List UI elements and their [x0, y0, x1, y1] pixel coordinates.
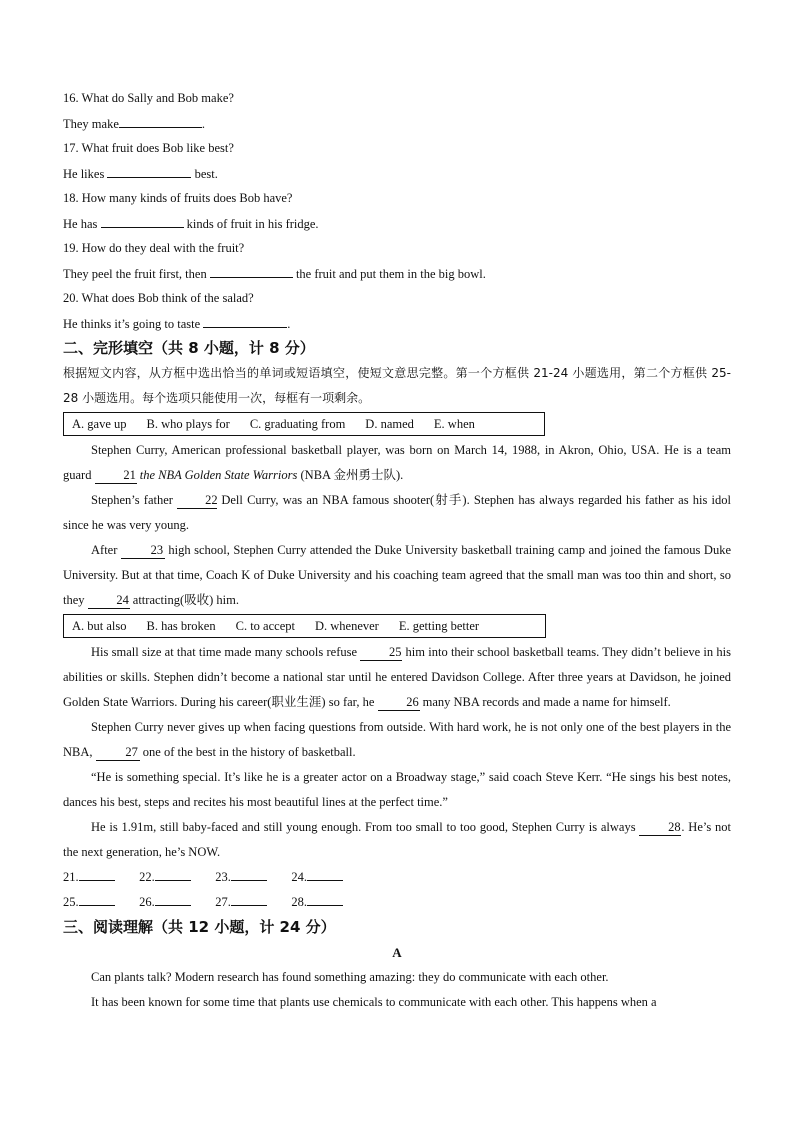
question-19: 19. How do they deal with the fruit? [63, 241, 245, 255]
blank-26[interactable]: 26 [378, 694, 420, 711]
answer-slot-27[interactable]: 27. [215, 890, 288, 915]
blank-27[interactable]: 27 [96, 744, 140, 761]
passage-paragraph-2: Stephen’s father 22 Dell Curry, was an NBA famous shooter(射手). Stephen has always regarded his father as his idol since he was very young. [63, 493, 731, 532]
answer-blank[interactable] [203, 311, 287, 328]
question-18: 18. How many kinds of fruits does Bob have? [63, 191, 293, 205]
answer-slot-22[interactable]: 22. [139, 865, 212, 890]
answer-19: They peel the fruit first, then the fruit and put them in the big bowl. [63, 261, 731, 286]
passage-a-heading: A [392, 945, 402, 960]
answer-blank[interactable] [210, 261, 293, 278]
answer-slot-28[interactable]: 28. [291, 890, 364, 915]
answer-20: He thinks it’s going to taste . [63, 311, 731, 336]
blank-21[interactable]: 21 [95, 467, 137, 484]
short-answer-questions [63, 86, 731, 336]
answer-16: They make . [63, 111, 731, 136]
answer-slot-23[interactable]: 23. [215, 865, 288, 890]
answer-slot-24[interactable]: 24. [291, 865, 364, 890]
answer-slot-26[interactable]: 26. [139, 890, 212, 915]
passage-paragraph-7: He is 1.91m, still baby-faced and still young enough. From too small to too good, Stephen Curry is always 28. He’s not the next generation, he’s NOW. [63, 820, 731, 859]
box2-option-c: C. to accept [235, 618, 295, 633]
box2-option-d: D. whenever [314, 618, 379, 633]
question-17: 17. What fruit does Bob like best? [63, 141, 234, 155]
exam-page [63, 86, 731, 1015]
answer-blank[interactable] [107, 161, 191, 178]
answer-18: He has kinds of fruit in his fridge. [63, 211, 731, 236]
question-20: 20. What does Bob think of the salad? [63, 291, 254, 305]
question-16: 16. What do Sally and Bob make? [63, 91, 234, 105]
box1-option-d: D. named [365, 416, 414, 431]
passage-paragraph-6: “He is something special. It’s like he is a greater actor on a Broadway stage,” said coach Steve Kerr. “He sings his best notes, dances his best, steps and recites his most beautiful lines at the perfect time.” [63, 770, 731, 809]
blank-24[interactable]: 24 [88, 592, 130, 609]
passage-paragraph-3: After 23 high school, Stephen Curry attended the Duke University basketball training camp and joined the famous Duke University. But at that time, Coach K of Duke University and his coaching team agreed that the small man was too thin and short, so they 24 attracting(吸收) him. [63, 543, 732, 607]
blank-28[interactable]: 28 [639, 819, 681, 836]
answer-blank[interactable] [119, 111, 202, 128]
section-2-title: 二、完形填空（共 8 小题，计 8 分） [63, 339, 315, 357]
box2-option-b: B. has broken [146, 618, 216, 633]
answer-row-1 [63, 865, 731, 890]
passage-paragraph-5: Stephen Curry never gives up when facing questions from outside. With hard work, he is not only one of the best players in the NBA, 27 one of the best in the history of basketball. [63, 720, 731, 759]
box2-option-e: E. getting better [398, 618, 480, 633]
answer-17: He likes best. [63, 161, 731, 186]
word-box-2 [63, 614, 546, 638]
blank-25[interactable]: 25 [360, 644, 402, 661]
section-2-instructions: 根据短文内容，从方框中选出恰当的单词或短语填空，使短文意思完整。第一个方框供 21-24 小题选用，第二个方框供 25-28 小题选用。每个选项只能使用一次，每框有一项剩余。 [63, 366, 731, 405]
reading-paragraph-2: It has been known for some time that plants use chemicals to communicate with each other. This happens when a [91, 995, 657, 1009]
box1-option-a: A. gave up [72, 416, 127, 431]
box1-option-b: B. who plays for [146, 416, 230, 431]
word-box-1 [63, 412, 545, 436]
reading-paragraph-1: Can plants talk? Modern research has found something amazing: they do communicate with each other. [91, 970, 609, 984]
answer-slot-21[interactable]: 21. [63, 865, 136, 890]
blank-22[interactable]: 22 [177, 492, 217, 509]
answer-slot-25[interactable]: 25. [63, 890, 136, 915]
box2-option-a: A. but also [72, 618, 127, 633]
box1-option-e: E. when [433, 416, 475, 431]
passage-paragraph-1: Stephen Curry, American professional basketball player, was born on March 14, 1988, in Akron, Ohio, USA. He is a team guard 21 the NBA Golden State Warriors (NBA 金州勇士队). [63, 443, 731, 482]
section-3-title: 三、阅读理解（共 12 小题，计 24 分） [63, 918, 336, 936]
answer-row-2 [63, 890, 731, 915]
box1-option-c: C. graduating from [249, 416, 346, 431]
answer-blank[interactable] [101, 211, 184, 228]
blank-23[interactable]: 23 [121, 542, 165, 559]
passage-paragraph-4: His small size at that time made many schools refuse 25 him into their school basketball teams. They didn’t believe in his abilities or skills. Stephen didn’t become a national star until he entered Davidson College. After three years at Davidson, he joined Golden State Warriors. During his career(职业生涯) so far, he 26 many NBA records and made a name for himself. [63, 645, 731, 709]
